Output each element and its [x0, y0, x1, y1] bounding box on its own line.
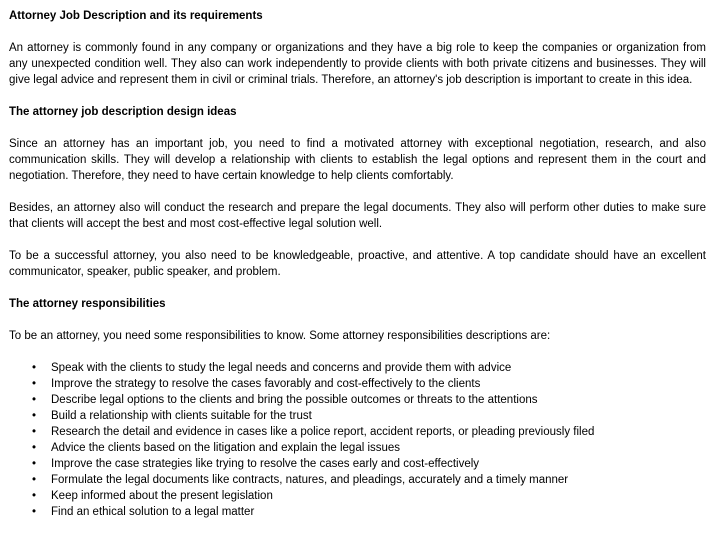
list-item-text: Build a relationship with clients suitable for the trust	[51, 410, 312, 422]
bullet-icon: •	[32, 426, 37, 438]
bullet-icon: •	[32, 490, 37, 502]
list-item-text: Keep informed about the present legislation	[51, 490, 273, 502]
list-item	[9, 408, 706, 424]
list-item-text: Improve the strategy to resolve the cases favorably and cost-effectively to the clients	[51, 378, 481, 390]
list-item-text: Speak with the clients to study the legal needs and concerns and provide them with advice	[51, 362, 512, 374]
list-item	[9, 392, 706, 408]
list-item-text: Describe legal options to the clients and bring the possible outcomes or threats to the attentions	[51, 394, 538, 406]
bullet-icon: •	[32, 410, 37, 422]
list-item-text: Improve the case strategies like trying to resolve the cases early and cost-effectively	[51, 458, 480, 470]
list-item-text: Formulate the legal documents like contracts, natures, and pleadings, accurately and a timely manner	[51, 474, 569, 486]
bullet-icon: •	[32, 506, 37, 518]
list-item	[9, 504, 706, 520]
paragraph-research: Besides, an attorney also will conduct the research and prepare the legal documents. They also will perform other duties to make sure that clients will accept the best and most cost-effective legal solution well.	[9, 202, 706, 230]
list-item	[9, 472, 706, 488]
bullet-icon: •	[32, 474, 37, 486]
paragraph-successful-attorney: To be a successful attorney, you also need to be knowledgeable, proactive, and attentive. A top candidate should have an excellent communicator, speaker, public speaker, and problem.	[9, 250, 706, 278]
bullet-icon: •	[32, 458, 37, 470]
section-heading-responsibilities: The attorney responsibilities	[9, 298, 166, 310]
list-item-text: Advice the clients based on the litigation and explain the legal issues	[51, 442, 401, 454]
bullet-icon: •	[32, 362, 37, 374]
list-item-text: Research the detail and evidence in cases like a police report, accident reports, or pleading previously filed	[51, 426, 595, 438]
section-heading-design-ideas: The attorney job description design ideas	[9, 106, 237, 118]
responsibilities-list	[9, 360, 706, 520]
document-body	[9, 8, 706, 520]
paragraph-responsibilities-intro: To be an attorney, you need some responsibilities to know. Some attorney responsibilities descriptions are:	[9, 330, 551, 342]
list-item	[9, 360, 706, 376]
list-item	[9, 440, 706, 456]
intro-paragraph: An attorney is commonly found in any company or organizations and they have a big role to keep the companies or organization from any unexpected condition well. They also can work independently to provide clients with both private citizens and businesses. They will give legal advice and represent them in civil or criminal trials. Therefore, an attorney's job description is important to create in this idea.	[9, 42, 706, 86]
bullet-icon: •	[32, 378, 37, 390]
bullet-icon: •	[32, 442, 37, 454]
bullet-icon: •	[32, 394, 37, 406]
list-item	[9, 456, 706, 472]
paragraph-motivated-attorney: Since an attorney has an important job, you need to find a motivated attorney with exceptional negotiation, research, and also communication skills. They will develop a relationship with clients to establish the legal options and represent them in the court and negotiation. Therefore, they need to have certain knowledge to help clients comfortably.	[9, 138, 706, 182]
list-item-text: Find an ethical solution to a legal matter	[51, 506, 255, 518]
list-item	[9, 488, 706, 504]
list-item	[9, 424, 706, 440]
document-title: Attorney Job Description and its requirements	[9, 10, 263, 22]
list-item	[9, 376, 706, 392]
